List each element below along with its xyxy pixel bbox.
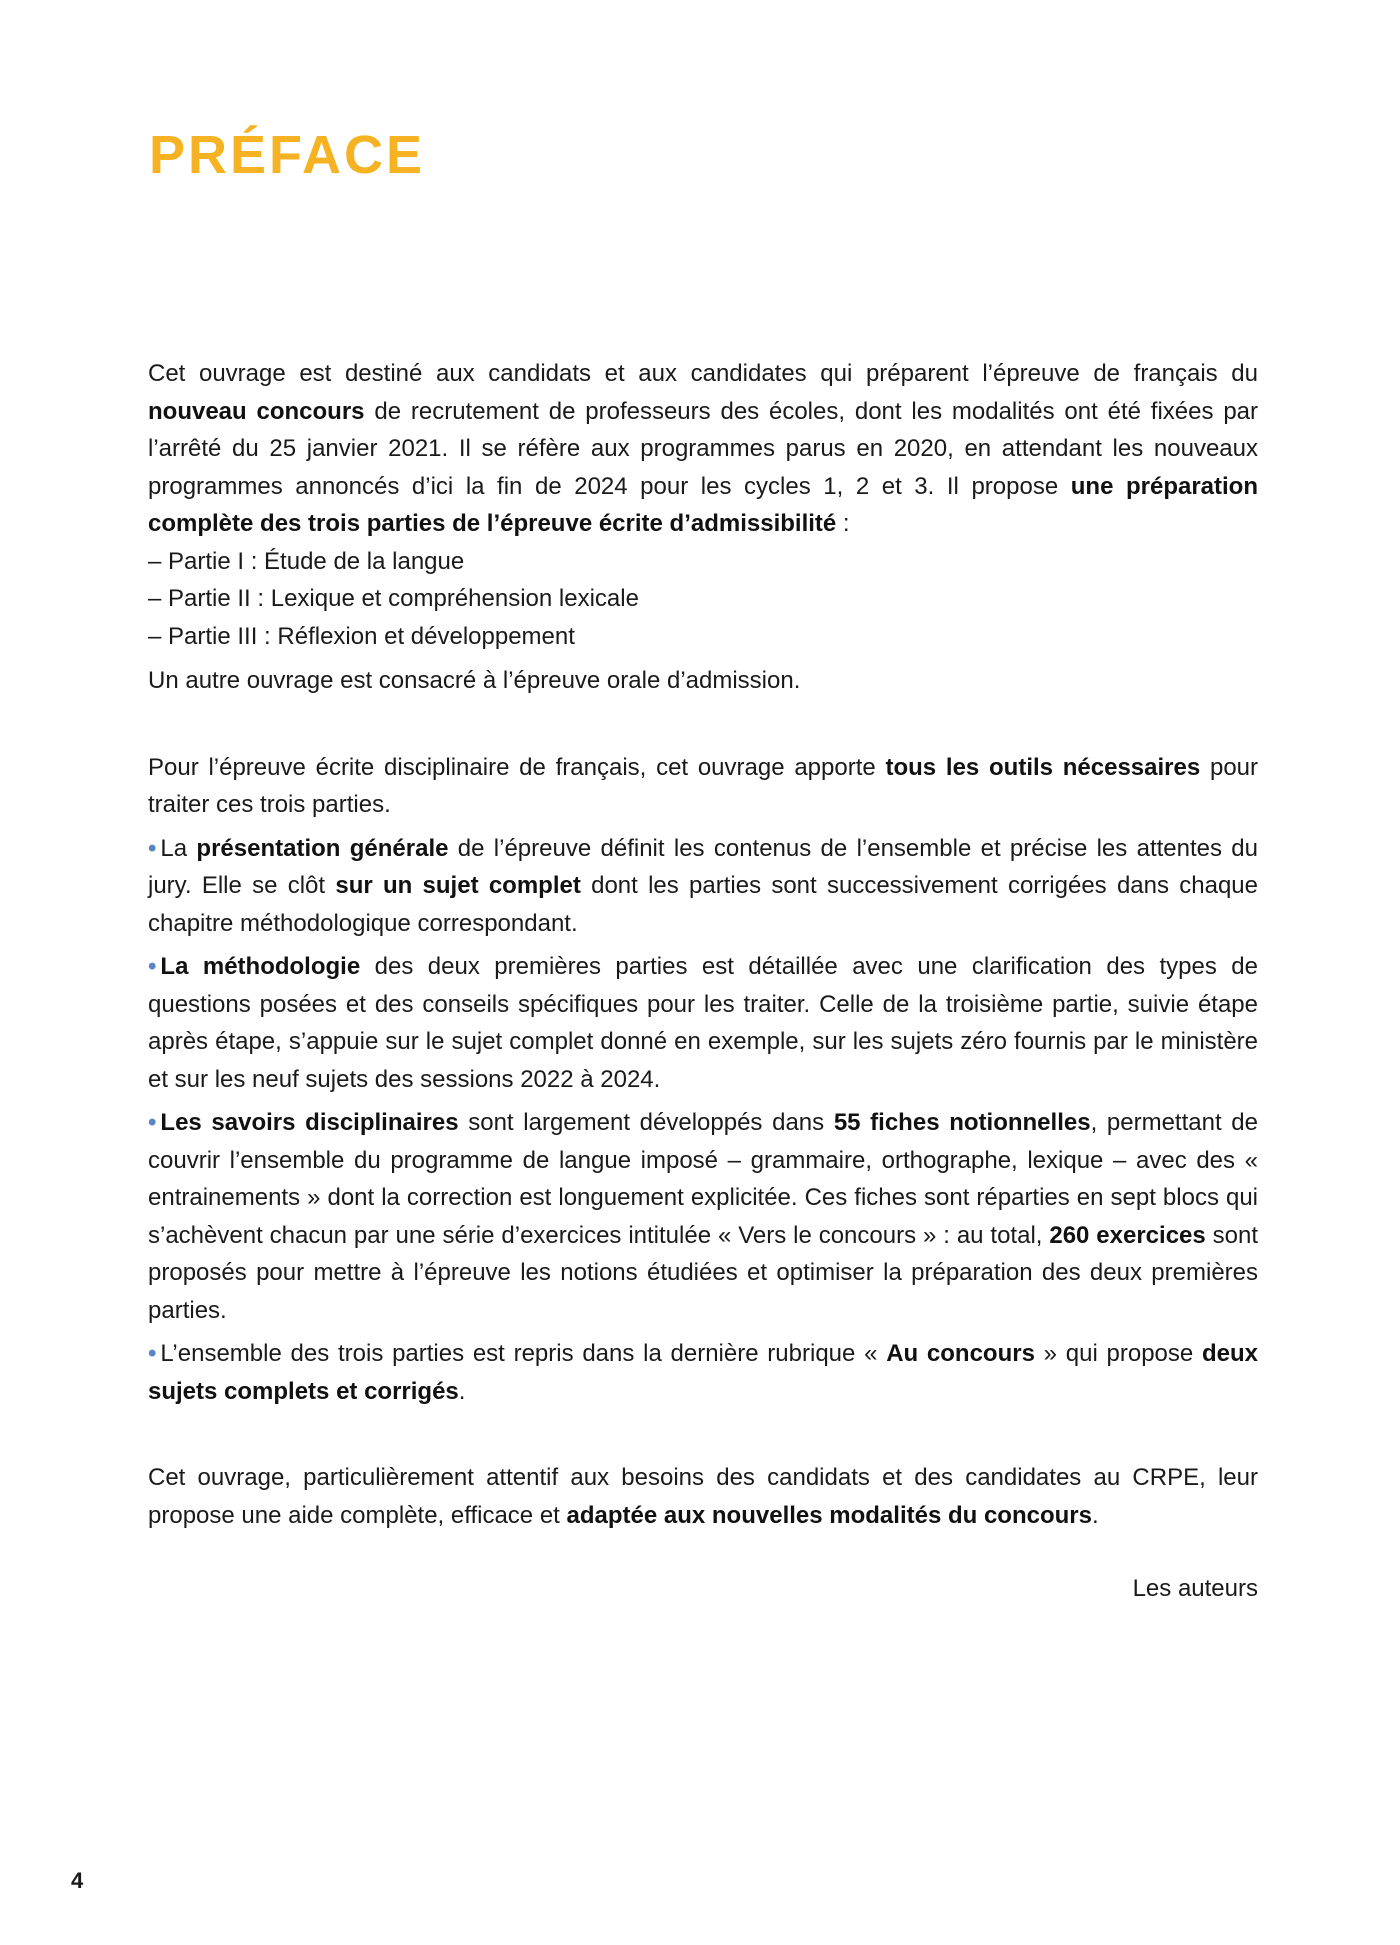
conclusion-paragraph: Cet ouvrage, particulièrement attentif aux besoins des candidats et des candidates au CRPE, leur propose une aide complète, efficace et adaptée aux nouvelles modalités du concours. [148, 1464, 1258, 1529]
preface-body [148, 355, 1258, 1608]
bullet-dot: • [148, 834, 157, 862]
page-number: 4 [71, 1868, 84, 1893]
bullet-savoirs: • Les savoirs disciplinaires sont largement développés dans 55 fiches notionnelles, permettant de couvrir l’ensemble du programme de langue imposé – grammaire, orthographe, lexique – avec des « entrainements » dont la correction est longuement explicitée. Ces fiches sont réparties en sept blocs qui s’achèvent chacun par une série d’exercices intitulée « Vers le concours » : au total, 260 exercices sont proposés pour mettre à l’épreuve les notions étudiées et optimiser la préparation des deux premières parties. [148, 1109, 1259, 1324]
part-item-1: – Partie I : Étude de la langue [148, 547, 465, 575]
bullet-dot: • [148, 1340, 157, 1367]
intro-paragraph: Cet ouvrage est destiné aux candidats et aux candidates qui préparent l’épreuve de français du nouveau concours de recrutement de professeurs des écoles, dont les modalités ont été fixées par l’arrêté du 25 janvier 2021. Il se réfère aux programmes parus en 2020, en attendant les nouveaux programmes annoncés d’ici la fin de 2024 pour les cycles 1, 2 et 3. Il propose une préparation complète des trois parties de l’épreuve écrite d’admissibilité : [148, 360, 1259, 537]
tools-paragraph: Pour l’épreuve écrite disciplinaire de français, cet ouvrage apporte tous les outils nécessaires pour traiter ces trois parties. [148, 753, 1259, 818]
page-title: PRÉFACE [149, 125, 426, 185]
bullet-methodologie: • La méthodologie des deux premières parties est détaillée avec une clarification des types de questions posées et des conseils spécifiques pour les traiter. Celle de la troisième partie, suivie étape après étape, s’appuie sur le sujet complet donné en exemple, sur les sujets zéro fournis par le ministère et sur les neuf sujets des sessions 2022 à 2024. [148, 953, 1258, 1093]
part-item-3: – Partie III : Réflexion et développement [148, 622, 575, 650]
bullet-dot: • [148, 953, 157, 980]
signature: Les auteurs [1132, 1575, 1258, 1602]
bullet-au-concours: • L’ensemble des trois parties est repris dans la dernière rubrique « Au concours » qui propose deux sujets complets et corrigés. [148, 1340, 1258, 1405]
oral-note: Un autre ouvrage est consacré à l’épreuve orale d’admission. [148, 667, 801, 694]
part-item-2: – Partie II : Lexique et compréhension lexicale [148, 585, 639, 612]
bullet-dot: • [148, 1109, 157, 1136]
bullet-presentation: • La présentation générale de l’épreuve définit les contenus de l’ensemble et précise les attentes du jury. Elle se clôt sur un sujet complet dont les parties sont successivement corrigées dans chaque chapitre méthodologique correspondant. [148, 834, 1258, 937]
